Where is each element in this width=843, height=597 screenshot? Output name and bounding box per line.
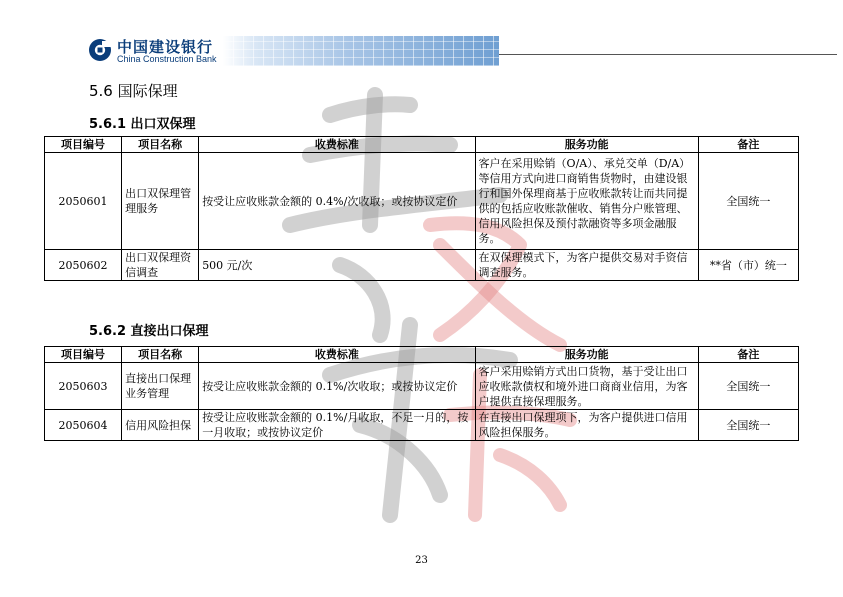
column-header: 备注 [698, 137, 798, 153]
table-row [45, 250, 799, 281]
table-row [45, 153, 799, 250]
item-name: 直接出口保理业务管理 [122, 363, 199, 410]
table-header-row [45, 137, 799, 153]
bank-name-en: China Construction Bank [117, 54, 217, 64]
column-header: 项目编号 [45, 137, 122, 153]
item-code: 2050602 [45, 250, 122, 281]
item-code: 2050603 [45, 363, 122, 410]
service-function: 在直接出口保理项下，为客户提供进口信用风险担保服务。 [475, 410, 698, 441]
column-header: 服务功能 [475, 137, 698, 153]
table-header-row [45, 347, 799, 363]
subsection-title-direct-export-factoring: 5.6.2 直接出口保理 [89, 324, 209, 339]
service-function: 在双保理模式下，为客户提供交易对手资信调查服务。 [475, 250, 698, 281]
item-note: 全国统一 [698, 363, 798, 410]
column-header: 项目编号 [45, 347, 122, 363]
item-name: 出口双保理资信调查 [122, 250, 199, 281]
column-header: 项目名称 [122, 347, 199, 363]
table-row [45, 410, 799, 441]
item-code: 2050601 [45, 153, 122, 250]
column-header: 收费标准 [199, 137, 475, 153]
page-header [83, 36, 755, 66]
service-function: 客户采用赊销方式出口货物，基于受让出口应收账款债权和境外进口商商业信用，为客户提供直接保理服务。 [475, 363, 698, 410]
column-header: 服务功能 [475, 347, 698, 363]
item-code: 2050604 [45, 410, 122, 441]
item-name: 出口双保理管理服务 [122, 153, 199, 250]
item-name: 信用风险担保 [122, 410, 199, 441]
fee-standard: 按受让应收账款金额的 0.1%/次收取；或按协议定价 [199, 363, 475, 410]
page-number: 23 [415, 555, 428, 566]
subsection-title-export-double-factoring: 5.6.1 出口双保理 [89, 117, 196, 132]
item-note: 全国统一 [698, 410, 798, 441]
fee-table-export-double-factoring [44, 136, 799, 281]
item-note: **省（市）统一 [698, 250, 798, 281]
fee-standard: 500 元/次 [199, 250, 475, 281]
fee-standard: 按受让应收账款金额的 0.1%/月收取，不足一月的，按一月收取；或按协议定价 [199, 410, 475, 441]
table-row [45, 363, 799, 410]
section-title: 5.6 国际保理 [89, 82, 178, 100]
fee-table-direct-export-factoring [44, 346, 799, 441]
fee-standard: 按受让应收账款金额的 0.4%/次收取；或按协议定价 [199, 153, 475, 250]
bank-name-cn: 中国建设银行 [117, 38, 214, 56]
header-decoration [223, 36, 499, 66]
service-function: 客户在采用赊销（O/A）、承兑交单（D/A）等信用方式向进口商销售货物时，由建设银行和国外保理商基于应收账款转让而共同提供的包括应收账款催收、销售分户账管理、信用风险担保及预付款融资等多项金融服务。 [475, 153, 698, 250]
ccb-logo-icon [88, 38, 112, 62]
header-rule [499, 54, 837, 55]
item-note: 全国统一 [698, 153, 798, 250]
column-header: 收费标准 [199, 347, 475, 363]
column-header: 项目名称 [122, 137, 199, 153]
column-header: 备注 [698, 347, 798, 363]
